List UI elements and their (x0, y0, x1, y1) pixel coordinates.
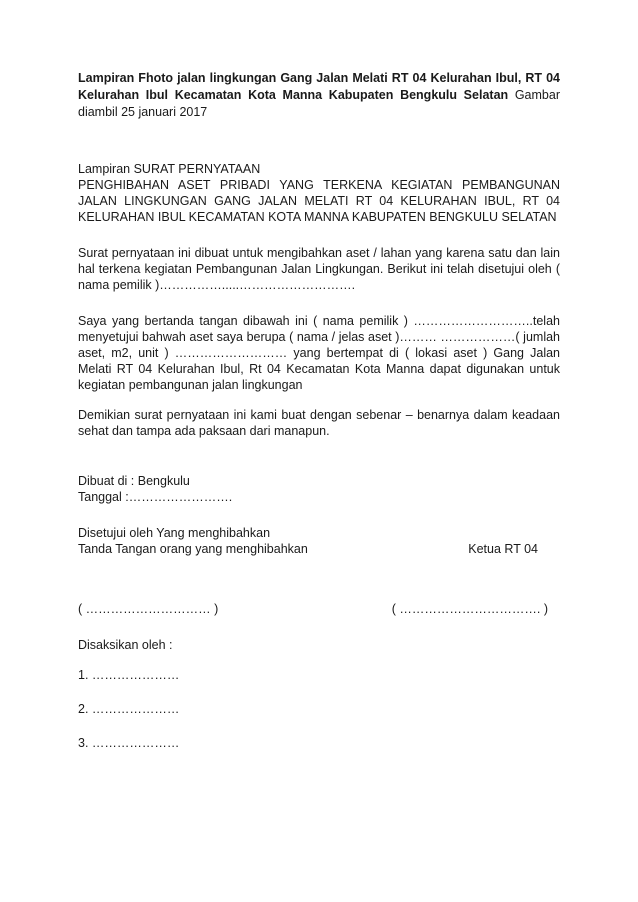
body-paragraph: Saya yang bertanda tangan dibawah ini ( nama pemilik ) ………………………..telah menyetujui bahwah aset saya berupa ( nama / jelas aset )……… ………………( jumlah aset, m2, unit ) ……………………… yang bertempat di ( lokasi aset ) Gang Jalan Melati RT 04 Kelurahan Ibul, Rt 04 Kecamatan Kota Manna dapat digunakan untuk kegiatan pembangunan jalan lingkungan (78, 314, 560, 392)
witness-item: 1. ………………… (78, 668, 180, 682)
photo-caption-bold: Lampiran Fhoto jalan lingkungan Gang Jalan Melati RT 04 Kelurahan Ibul, RT 04 Kelurahan Ibul Kecamatan Kota Manna Kabupaten Bengkulu Selatan (78, 71, 560, 102)
intro-paragraph: Surat pernyataan ini dibuat untuk mengibahkan aset / lahan yang karena satu dan lain hal terkena kegiatan Pembangunan Jalan Lingkungan. Berikut ini telah disetujui oleh ( nama pemilik )…………….....………………………. (78, 246, 560, 292)
statement-title: PENGHIBAHAN ASET PRIBADI YANG TERKENA KEGIATAN PEMBANGUNAN JALAN LINGKUNGAN GANG JALAN MELATI RT 04 KELURAHAN IBUL, RT 04 KELURAHAN IBUL KECAMATAN KOTA MANNA KABUPATEN BENGKULU SELATAN (78, 178, 560, 224)
attachment-label: Lampiran SURAT PERNYATAAN (78, 162, 261, 176)
closing-paragraph: Demikian surat pernyataan ini kami buat dengan sebenar – benarnya dalam keadaan sehat dan tampa ada paksaan dari manapun. (78, 408, 560, 438)
signature-labels-row (78, 541, 560, 557)
witness-item: 2. ………………… (78, 702, 180, 716)
donor-signature-blank: ( ………………………… ) (78, 602, 219, 616)
rt-head-signature-label: Ketua RT 04 (468, 542, 538, 556)
photo-caption-date: Gambar diambil 25 januari 2017 (78, 88, 560, 119)
rt-head-signature-blank: ( ……………………………. ) (391, 602, 548, 616)
place-line: Dibuat di : Bengkulu (78, 474, 190, 488)
witness-item: 3. ………………… (78, 736, 180, 750)
photo-caption (78, 70, 560, 121)
document-page (78, 70, 560, 751)
approved-by-line: Disetujui oleh Yang menghibahkan (78, 526, 271, 540)
witnesses-label: Disaksikan oleh : (78, 638, 173, 652)
signature-blanks-row (78, 601, 560, 617)
date-line: Tanggal :……………………. (78, 490, 233, 504)
donor-signature-label: Tanda Tangan orang yang menghibahkan (78, 542, 308, 556)
